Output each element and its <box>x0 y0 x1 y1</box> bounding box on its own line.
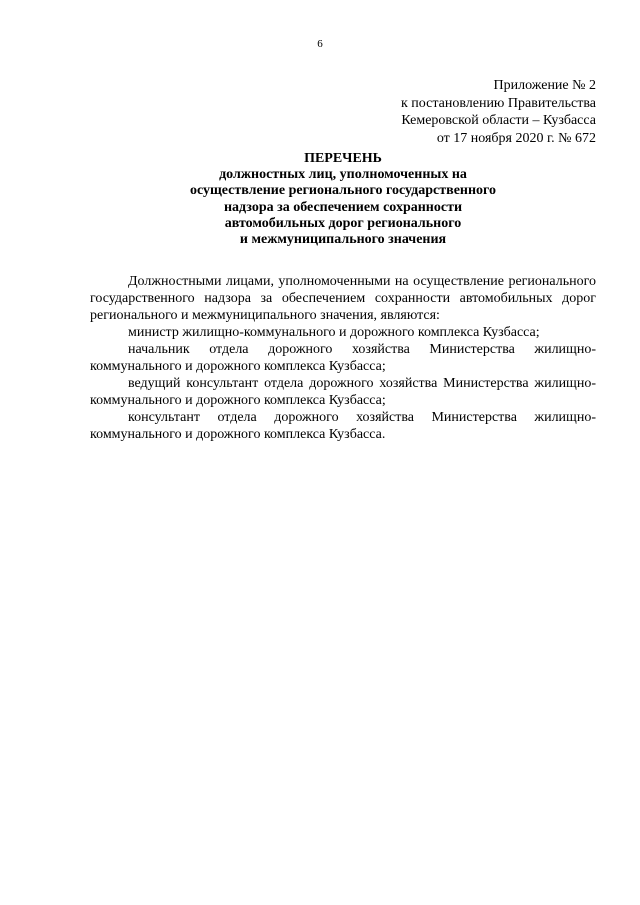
appendix-line-1: Приложение № 2 <box>493 78 596 93</box>
title-line-1: должностных лиц, уполномоченных на <box>219 167 467 183</box>
appendix-line-3: Кемеровской области – Кузбасса <box>401 113 596 128</box>
appendix-line-4: от 17 ноября 2020 г. № 672 <box>436 130 596 146</box>
list-item: начальник отдела дорожного хозяйства Министерства жилищно-коммунального и дорожного комплекса Кузбасса; <box>90 342 596 374</box>
title-line-5: и межмуниципального значения <box>239 232 447 248</box>
list-item: консультант отдела дорожного хозяйства Министерства жилищно-коммунального и дорожного комплекса Кузбасса. <box>90 410 596 442</box>
title-heading: ПЕРЕЧЕНЬ <box>304 151 382 166</box>
appendix-header <box>372 77 596 147</box>
list-item: ведущий консультант отдела дорожного хозяйства Министерства жилищно-коммунального и дорожного комплекса Кузбасса; <box>90 376 596 408</box>
intro-paragraph: Должностными лицами, уполномоченными на осуществление регионального государственного надзора за обеспечением сохранности автомобильных дорог регионального и межмуниципального значения, являются: <box>90 274 596 323</box>
page-number: 6 <box>317 38 323 50</box>
title-line-4: автомобильных дорог регионального <box>224 215 462 231</box>
document-body <box>90 273 596 443</box>
document-title <box>90 151 596 248</box>
list-item: министр жилищно-коммунального и дорожного комплекса Кузбасса; <box>128 325 540 340</box>
title-line-3: надзора за обеспечением сохранности <box>223 199 463 215</box>
title-line-2: осуществление регионального государственного <box>189 183 497 199</box>
appendix-line-2: к постановлению Правительства <box>400 95 596 111</box>
